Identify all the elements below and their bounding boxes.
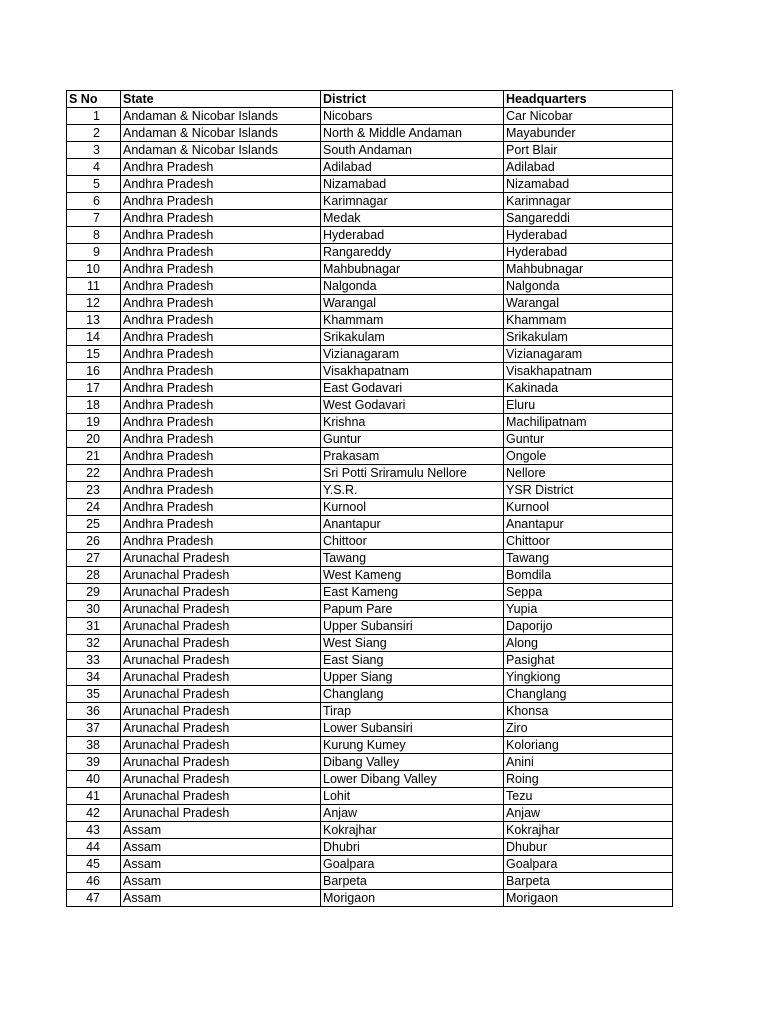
district-cell: Vizianagaram: [321, 346, 504, 363]
state-cell: Arunachal Pradesh: [121, 652, 321, 669]
table-row: [67, 380, 673, 397]
sno-cell: 22: [67, 465, 121, 482]
state-cell: Andhra Pradesh: [121, 533, 321, 550]
district-cell: East Siang: [321, 652, 504, 669]
state-cell: Assam: [121, 839, 321, 856]
sno-cell: 17: [67, 380, 121, 397]
table-row: [67, 312, 673, 329]
headquarters-cell: Kokrajhar: [504, 822, 673, 839]
state-cell: Assam: [121, 822, 321, 839]
headquarters-cell: Pasighat: [504, 652, 673, 669]
table-row: [67, 533, 673, 550]
headquarters-cell: Sangareddi: [504, 210, 673, 227]
table-row: [67, 431, 673, 448]
state-cell: Andhra Pradesh: [121, 380, 321, 397]
table-row: [67, 159, 673, 176]
headquarters-cell: Bomdila: [504, 567, 673, 584]
sno-cell: 35: [67, 686, 121, 703]
headquarters-cell: Hyderabad: [504, 244, 673, 261]
district-cell: Lohit: [321, 788, 504, 805]
districts-table: [66, 90, 673, 907]
sno-cell: 43: [67, 822, 121, 839]
table-row: [67, 635, 673, 652]
headquarters-cell: Nizamabad: [504, 176, 673, 193]
district-cell: Rangareddy: [321, 244, 504, 261]
state-cell: Andhra Pradesh: [121, 448, 321, 465]
district-cell: Upper Subansiri: [321, 618, 504, 635]
sno-cell: 39: [67, 754, 121, 771]
headquarters-cell: Khonsa: [504, 703, 673, 720]
table-row: [67, 720, 673, 737]
table-row: [67, 227, 673, 244]
district-cell: Lower Dibang Valley: [321, 771, 504, 788]
table-row: [67, 839, 673, 856]
district-cell: Kokrajhar: [321, 822, 504, 839]
state-cell: Andaman & Nicobar Islands: [121, 125, 321, 142]
state-cell: Arunachal Pradesh: [121, 703, 321, 720]
state-cell: Andhra Pradesh: [121, 227, 321, 244]
headquarters-cell: Koloriang: [504, 737, 673, 754]
sno-cell: 6: [67, 193, 121, 210]
sno-cell: 24: [67, 499, 121, 516]
state-cell: Assam: [121, 890, 321, 907]
headquarters-cell: Vizianagaram: [504, 346, 673, 363]
state-cell: Andhra Pradesh: [121, 193, 321, 210]
headquarters-cell: Yingkiong: [504, 669, 673, 686]
state-cell: Assam: [121, 856, 321, 873]
headquarters-cell: Dhubur: [504, 839, 673, 856]
table-row: [67, 771, 673, 788]
headquarters-cell: Guntur: [504, 431, 673, 448]
table-row: [67, 652, 673, 669]
table-row: [67, 669, 673, 686]
table-row: [67, 176, 673, 193]
state-cell: Andhra Pradesh: [121, 329, 321, 346]
district-cell: Guntur: [321, 431, 504, 448]
table-row: [67, 295, 673, 312]
district-cell: Morigaon: [321, 890, 504, 907]
headquarters-cell: Car Nicobar: [504, 108, 673, 125]
state-cell: Arunachal Pradesh: [121, 737, 321, 754]
state-cell: Andhra Pradesh: [121, 431, 321, 448]
sno-cell: 27: [67, 550, 121, 567]
headquarters-cell: Morigaon: [504, 890, 673, 907]
state-cell: Andhra Pradesh: [121, 261, 321, 278]
sno-cell: 45: [67, 856, 121, 873]
state-cell: Arunachal Pradesh: [121, 669, 321, 686]
sno-cell: 44: [67, 839, 121, 856]
state-cell: Arunachal Pradesh: [121, 805, 321, 822]
district-cell: Kurnool: [321, 499, 504, 516]
state-cell: Arunachal Pradesh: [121, 584, 321, 601]
sno-cell: 47: [67, 890, 121, 907]
header-state: State: [121, 91, 321, 108]
table-row: [67, 703, 673, 720]
district-cell: Nizamabad: [321, 176, 504, 193]
state-cell: Arunachal Pradesh: [121, 754, 321, 771]
state-cell: Andhra Pradesh: [121, 414, 321, 431]
headquarters-cell: Kakinada: [504, 380, 673, 397]
table-row: [67, 244, 673, 261]
district-cell: Hyderabad: [321, 227, 504, 244]
sno-cell: 4: [67, 159, 121, 176]
district-cell: Nalgonda: [321, 278, 504, 295]
headquarters-cell: Anantapur: [504, 516, 673, 533]
district-cell: Visakhapatnam: [321, 363, 504, 380]
sno-cell: 46: [67, 873, 121, 890]
headquarters-cell: Kurnool: [504, 499, 673, 516]
table-row: [67, 278, 673, 295]
district-cell: Barpeta: [321, 873, 504, 890]
sno-cell: 38: [67, 737, 121, 754]
table-row: [67, 448, 673, 465]
sno-cell: 19: [67, 414, 121, 431]
state-cell: Andhra Pradesh: [121, 516, 321, 533]
state-cell: Andhra Pradesh: [121, 482, 321, 499]
headquarters-cell: Eluru: [504, 397, 673, 414]
table-row: [67, 584, 673, 601]
sno-cell: 20: [67, 431, 121, 448]
district-cell: Warangal: [321, 295, 504, 312]
district-cell: Goalpara: [321, 856, 504, 873]
table-row: [67, 601, 673, 618]
district-cell: Srikakulam: [321, 329, 504, 346]
table-row: [67, 193, 673, 210]
table-row: [67, 397, 673, 414]
table-row: [67, 363, 673, 380]
sno-cell: 13: [67, 312, 121, 329]
state-cell: Arunachal Pradesh: [121, 720, 321, 737]
table-row: [67, 618, 673, 635]
district-cell: Sri Potti Sriramulu Nellore: [321, 465, 504, 482]
headquarters-cell: YSR District: [504, 482, 673, 499]
sno-cell: 26: [67, 533, 121, 550]
sno-cell: 21: [67, 448, 121, 465]
state-cell: Andaman & Nicobar Islands: [121, 142, 321, 159]
state-cell: Andhra Pradesh: [121, 499, 321, 516]
sno-cell: 9: [67, 244, 121, 261]
table-row: [67, 805, 673, 822]
sno-cell: 41: [67, 788, 121, 805]
district-cell: Karimnagar: [321, 193, 504, 210]
table-row: [67, 686, 673, 703]
sno-cell: 42: [67, 805, 121, 822]
sno-cell: 40: [67, 771, 121, 788]
district-cell: Adilabad: [321, 159, 504, 176]
sno-cell: 18: [67, 397, 121, 414]
table-row: [67, 737, 673, 754]
table-row: [67, 550, 673, 567]
district-cell: Y.S.R.: [321, 482, 504, 499]
district-cell: East Godavari: [321, 380, 504, 397]
sno-cell: 12: [67, 295, 121, 312]
headquarters-cell: Ziro: [504, 720, 673, 737]
sno-cell: 1: [67, 108, 121, 125]
headquarters-cell: Yupia: [504, 601, 673, 618]
headquarters-cell: Chittoor: [504, 533, 673, 550]
sno-cell: 28: [67, 567, 121, 584]
table-row: [67, 856, 673, 873]
district-cell: West Siang: [321, 635, 504, 652]
table-row: [67, 210, 673, 227]
district-cell: Tawang: [321, 550, 504, 567]
table-row: [67, 482, 673, 499]
district-cell: Dhubri: [321, 839, 504, 856]
district-cell: Papum Pare: [321, 601, 504, 618]
district-cell: North & Middle Andaman: [321, 125, 504, 142]
district-cell: Kurung Kumey: [321, 737, 504, 754]
sno-cell: 10: [67, 261, 121, 278]
district-cell: West Kameng: [321, 567, 504, 584]
header-row: [67, 91, 673, 108]
sno-cell: 25: [67, 516, 121, 533]
sno-cell: 33: [67, 652, 121, 669]
table-body: [67, 108, 673, 907]
state-cell: Andhra Pradesh: [121, 278, 321, 295]
table-row: [67, 754, 673, 771]
header-district: District: [321, 91, 504, 108]
sno-cell: 15: [67, 346, 121, 363]
sno-cell: 8: [67, 227, 121, 244]
state-cell: Arunachal Pradesh: [121, 686, 321, 703]
state-cell: Arunachal Pradesh: [121, 771, 321, 788]
sno-cell: 23: [67, 482, 121, 499]
state-cell: Andhra Pradesh: [121, 176, 321, 193]
state-cell: Arunachal Pradesh: [121, 635, 321, 652]
headquarters-cell: Nellore: [504, 465, 673, 482]
table-row: [67, 822, 673, 839]
sno-cell: 31: [67, 618, 121, 635]
table-row: [67, 499, 673, 516]
state-cell: Andhra Pradesh: [121, 210, 321, 227]
table-row: [67, 142, 673, 159]
state-cell: Andhra Pradesh: [121, 465, 321, 482]
headquarters-cell: Visakhapatnam: [504, 363, 673, 380]
headquarters-cell: Warangal: [504, 295, 673, 312]
state-cell: Arunachal Pradesh: [121, 550, 321, 567]
state-cell: Andhra Pradesh: [121, 346, 321, 363]
headquarters-cell: Ongole: [504, 448, 673, 465]
state-cell: Andhra Pradesh: [121, 363, 321, 380]
district-cell: Anantapur: [321, 516, 504, 533]
headquarters-cell: Anini: [504, 754, 673, 771]
district-cell: South Andaman: [321, 142, 504, 159]
table-row: [67, 329, 673, 346]
district-cell: Mahbubnagar: [321, 261, 504, 278]
state-cell: Andhra Pradesh: [121, 312, 321, 329]
state-cell: Arunachal Pradesh: [121, 618, 321, 635]
headquarters-cell: Seppa: [504, 584, 673, 601]
table-row: [67, 465, 673, 482]
headquarters-cell: Machilipatnam: [504, 414, 673, 431]
table-row: [67, 125, 673, 142]
sno-cell: 14: [67, 329, 121, 346]
table-row: [67, 346, 673, 363]
state-cell: Arunachal Pradesh: [121, 601, 321, 618]
table-row: [67, 108, 673, 125]
state-cell: Arunachal Pradesh: [121, 567, 321, 584]
district-cell: Anjaw: [321, 805, 504, 822]
state-cell: Andhra Pradesh: [121, 159, 321, 176]
headquarters-cell: Daporijo: [504, 618, 673, 635]
sno-cell: 16: [67, 363, 121, 380]
sno-cell: 34: [67, 669, 121, 686]
table-row: [67, 516, 673, 533]
district-cell: Nicobars: [321, 108, 504, 125]
sno-cell: 30: [67, 601, 121, 618]
headquarters-cell: Srikakulam: [504, 329, 673, 346]
headquarters-cell: Mahbubnagar: [504, 261, 673, 278]
sno-cell: 37: [67, 720, 121, 737]
table-row: [67, 567, 673, 584]
district-cell: Khammam: [321, 312, 504, 329]
sno-cell: 36: [67, 703, 121, 720]
district-cell: Prakasam: [321, 448, 504, 465]
headquarters-cell: Tezu: [504, 788, 673, 805]
header-headquarters: Headquarters: [504, 91, 673, 108]
table-row: [67, 873, 673, 890]
table-row: [67, 890, 673, 907]
district-cell: Dibang Valley: [321, 754, 504, 771]
district-cell: Tirap: [321, 703, 504, 720]
table-row: [67, 261, 673, 278]
sno-cell: 7: [67, 210, 121, 227]
sno-cell: 32: [67, 635, 121, 652]
district-cell: Chittoor: [321, 533, 504, 550]
state-cell: Andhra Pradesh: [121, 397, 321, 414]
headquarters-cell: Tawang: [504, 550, 673, 567]
state-cell: Arunachal Pradesh: [121, 788, 321, 805]
district-cell: Upper Siang: [321, 669, 504, 686]
headquarters-cell: Nalgonda: [504, 278, 673, 295]
district-cell: Krishna: [321, 414, 504, 431]
headquarters-cell: Along: [504, 635, 673, 652]
headquarters-cell: Port Blair: [504, 142, 673, 159]
headquarters-cell: Anjaw: [504, 805, 673, 822]
sno-cell: 5: [67, 176, 121, 193]
headquarters-cell: Changlang: [504, 686, 673, 703]
headquarters-cell: Goalpara: [504, 856, 673, 873]
sno-cell: 29: [67, 584, 121, 601]
state-cell: Andhra Pradesh: [121, 295, 321, 312]
sno-cell: 11: [67, 278, 121, 295]
table-row: [67, 414, 673, 431]
table-row: [67, 788, 673, 805]
district-cell: Lower Subansiri: [321, 720, 504, 737]
headquarters-cell: Karimnagar: [504, 193, 673, 210]
headquarters-cell: Mayabunder: [504, 125, 673, 142]
sno-cell: 2: [67, 125, 121, 142]
district-cell: East Kameng: [321, 584, 504, 601]
headquarters-cell: Barpeta: [504, 873, 673, 890]
headquarters-cell: Adilabad: [504, 159, 673, 176]
district-cell: Medak: [321, 210, 504, 227]
headquarters-cell: Khammam: [504, 312, 673, 329]
state-cell: Assam: [121, 873, 321, 890]
state-cell: Andaman & Nicobar Islands: [121, 108, 321, 125]
district-cell: Changlang: [321, 686, 504, 703]
state-cell: Andhra Pradesh: [121, 244, 321, 261]
district-cell: West Godavari: [321, 397, 504, 414]
headquarters-cell: Hyderabad: [504, 227, 673, 244]
sno-cell: 3: [67, 142, 121, 159]
headquarters-cell: Roing: [504, 771, 673, 788]
header-sno: S No: [67, 91, 121, 108]
